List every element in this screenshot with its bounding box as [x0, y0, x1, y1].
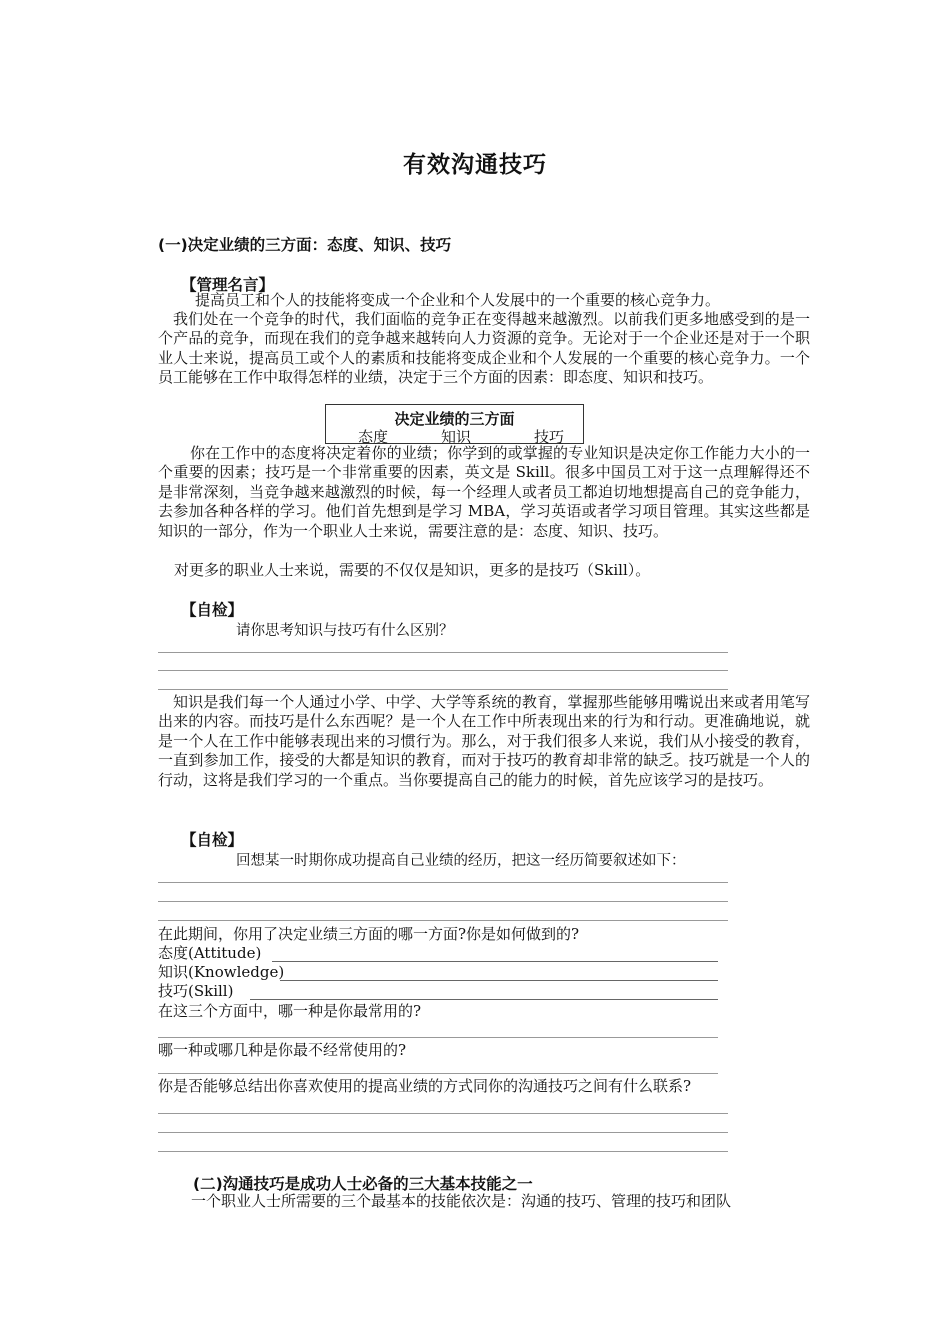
box-title: 决定业绩的三方面: [394, 410, 515, 428]
field-knowledge-label: 知识(Knowledge): [158, 963, 285, 981]
self-check-2-label: 【自检】: [181, 831, 244, 849]
question-least-used: 哪一种或哪几种是你最不经常使用的?: [158, 1041, 407, 1059]
section-2-heading: (二)沟通技巧是成功人士必备的三大基本技能之一: [193, 1175, 533, 1193]
paragraph-4: 知识是我们每一个人通过小学、中学、大学等系统的教育，掌握那些能够用嘴说出来或者用笔写出来的内容。而技巧是什么东西呢？是一个人在工作中所表现出来的行为和行动。更准确地说，就是一个人在工作中能够表现出来的习惯行为。那么，对于我们很多人来说，我们从小接受的教育，一直到参加工作，接受的大都是知识的教育，而对于技巧的教育却非常的缺乏。技巧就是一个人的行动，这将是我们学习的一个重点。当你要提高自己的能力的时候，首先应该学习的是技巧。: [158, 693, 810, 789]
answer-line[interactable]: [158, 1073, 718, 1074]
self-check-1-label: 【自检】: [181, 601, 244, 619]
answer-line[interactable]: [158, 670, 728, 671]
field-attitude-label: 态度(Attitude): [158, 944, 262, 962]
question-relation: 你是否能够总结出你喜欢使用的提高业绩的方式同你的沟通技巧之间有什么联系?: [158, 1077, 692, 1095]
answer-line[interactable]: [158, 1151, 728, 1152]
section-1-heading: (一)决定业绩的三方面：态度、知识、技巧: [158, 236, 452, 254]
three-factors-box: [325, 404, 584, 444]
page-title: 有效沟通技巧: [403, 152, 547, 178]
answer-line[interactable]: [158, 901, 728, 902]
paragraph-3: 对更多的职业人士来说，需要的不仅仅是知识，更多的是技巧（Skill）。: [174, 561, 651, 579]
answer-line[interactable]: [158, 689, 728, 690]
answer-line[interactable]: [158, 1132, 728, 1133]
answer-line[interactable]: [158, 1037, 718, 1038]
answer-line[interactable]: [158, 920, 728, 921]
box-item-knowledge: 知识: [441, 428, 472, 446]
quote-label: 【管理名言】: [181, 276, 275, 294]
paragraph-1: 我们处在一个竞争的时代，我们面临的竞争正在变得越来越激烈。以前我们更多地感受到的是一个产品的竞争，而现在我们的竞争越来越转向人力资源的竞争。无论对于一个企业还是对于一个职业人士来说，提高员工或个人的素质和技能将变成企业和个人发展的一个重要的核心竞争力。一个员工能够在工作中取得怎样的业绩，决定于三个方面的因素：即态度、知识和技巧。: [158, 310, 810, 387]
self-check-1-question: 请你思考知识与技巧有什么区别？: [236, 623, 454, 639]
box-item-attitude: 态度: [358, 428, 389, 446]
skill-answer-line[interactable]: [250, 999, 718, 1000]
field-skill-label: 技巧(Skill): [158, 982, 234, 1000]
question-most-used: 在这三个方面中，哪一种是你最常用的?: [158, 1002, 422, 1020]
knowledge-answer-line[interactable]: [280, 980, 718, 981]
management-quote: 提高员工和个人的技能将变成一个企业和个人发展中的一个重要的核心竞争力。: [195, 291, 721, 309]
question-period: 在此期间，你用了决定业绩三方面的哪一方面?你是如何做到的?: [158, 925, 580, 943]
section-2-paragraph: 一个职业人士所需要的三个最基本的技能依次是：沟通的技巧、管理的技巧和团队: [191, 1192, 732, 1210]
attitude-answer-line[interactable]: [272, 961, 718, 962]
self-check-2-question: 回想某一时期你成功提高自己业绩的经历，把这一经历简要叙述如下：: [236, 853, 686, 869]
answer-line[interactable]: [158, 652, 728, 653]
answer-line[interactable]: [158, 882, 728, 883]
paragraph-2: 你在工作中的态度将决定着你的业绩；你学到的或掌握的专业知识是决定你工作能力大小的一个重要的因素；技巧是一个非常重要的因素，英文是 Skill。很多中国员工对于这一点理解得还不是非常深刻，当竞争越来越激烈的时候，每一个经理人或者员工都迫切地想提高自己的竞争能力，去参加各种各样的学习。他们首先想到是学习 MBA，学习英语或者学习项目管理。其实这些都是知识的一部分，作为一个职业人士来说，需要注意的是：态度、知识、技巧。: [158, 444, 810, 540]
answer-line[interactable]: [158, 1113, 728, 1114]
box-item-skill: 技巧: [534, 428, 565, 446]
